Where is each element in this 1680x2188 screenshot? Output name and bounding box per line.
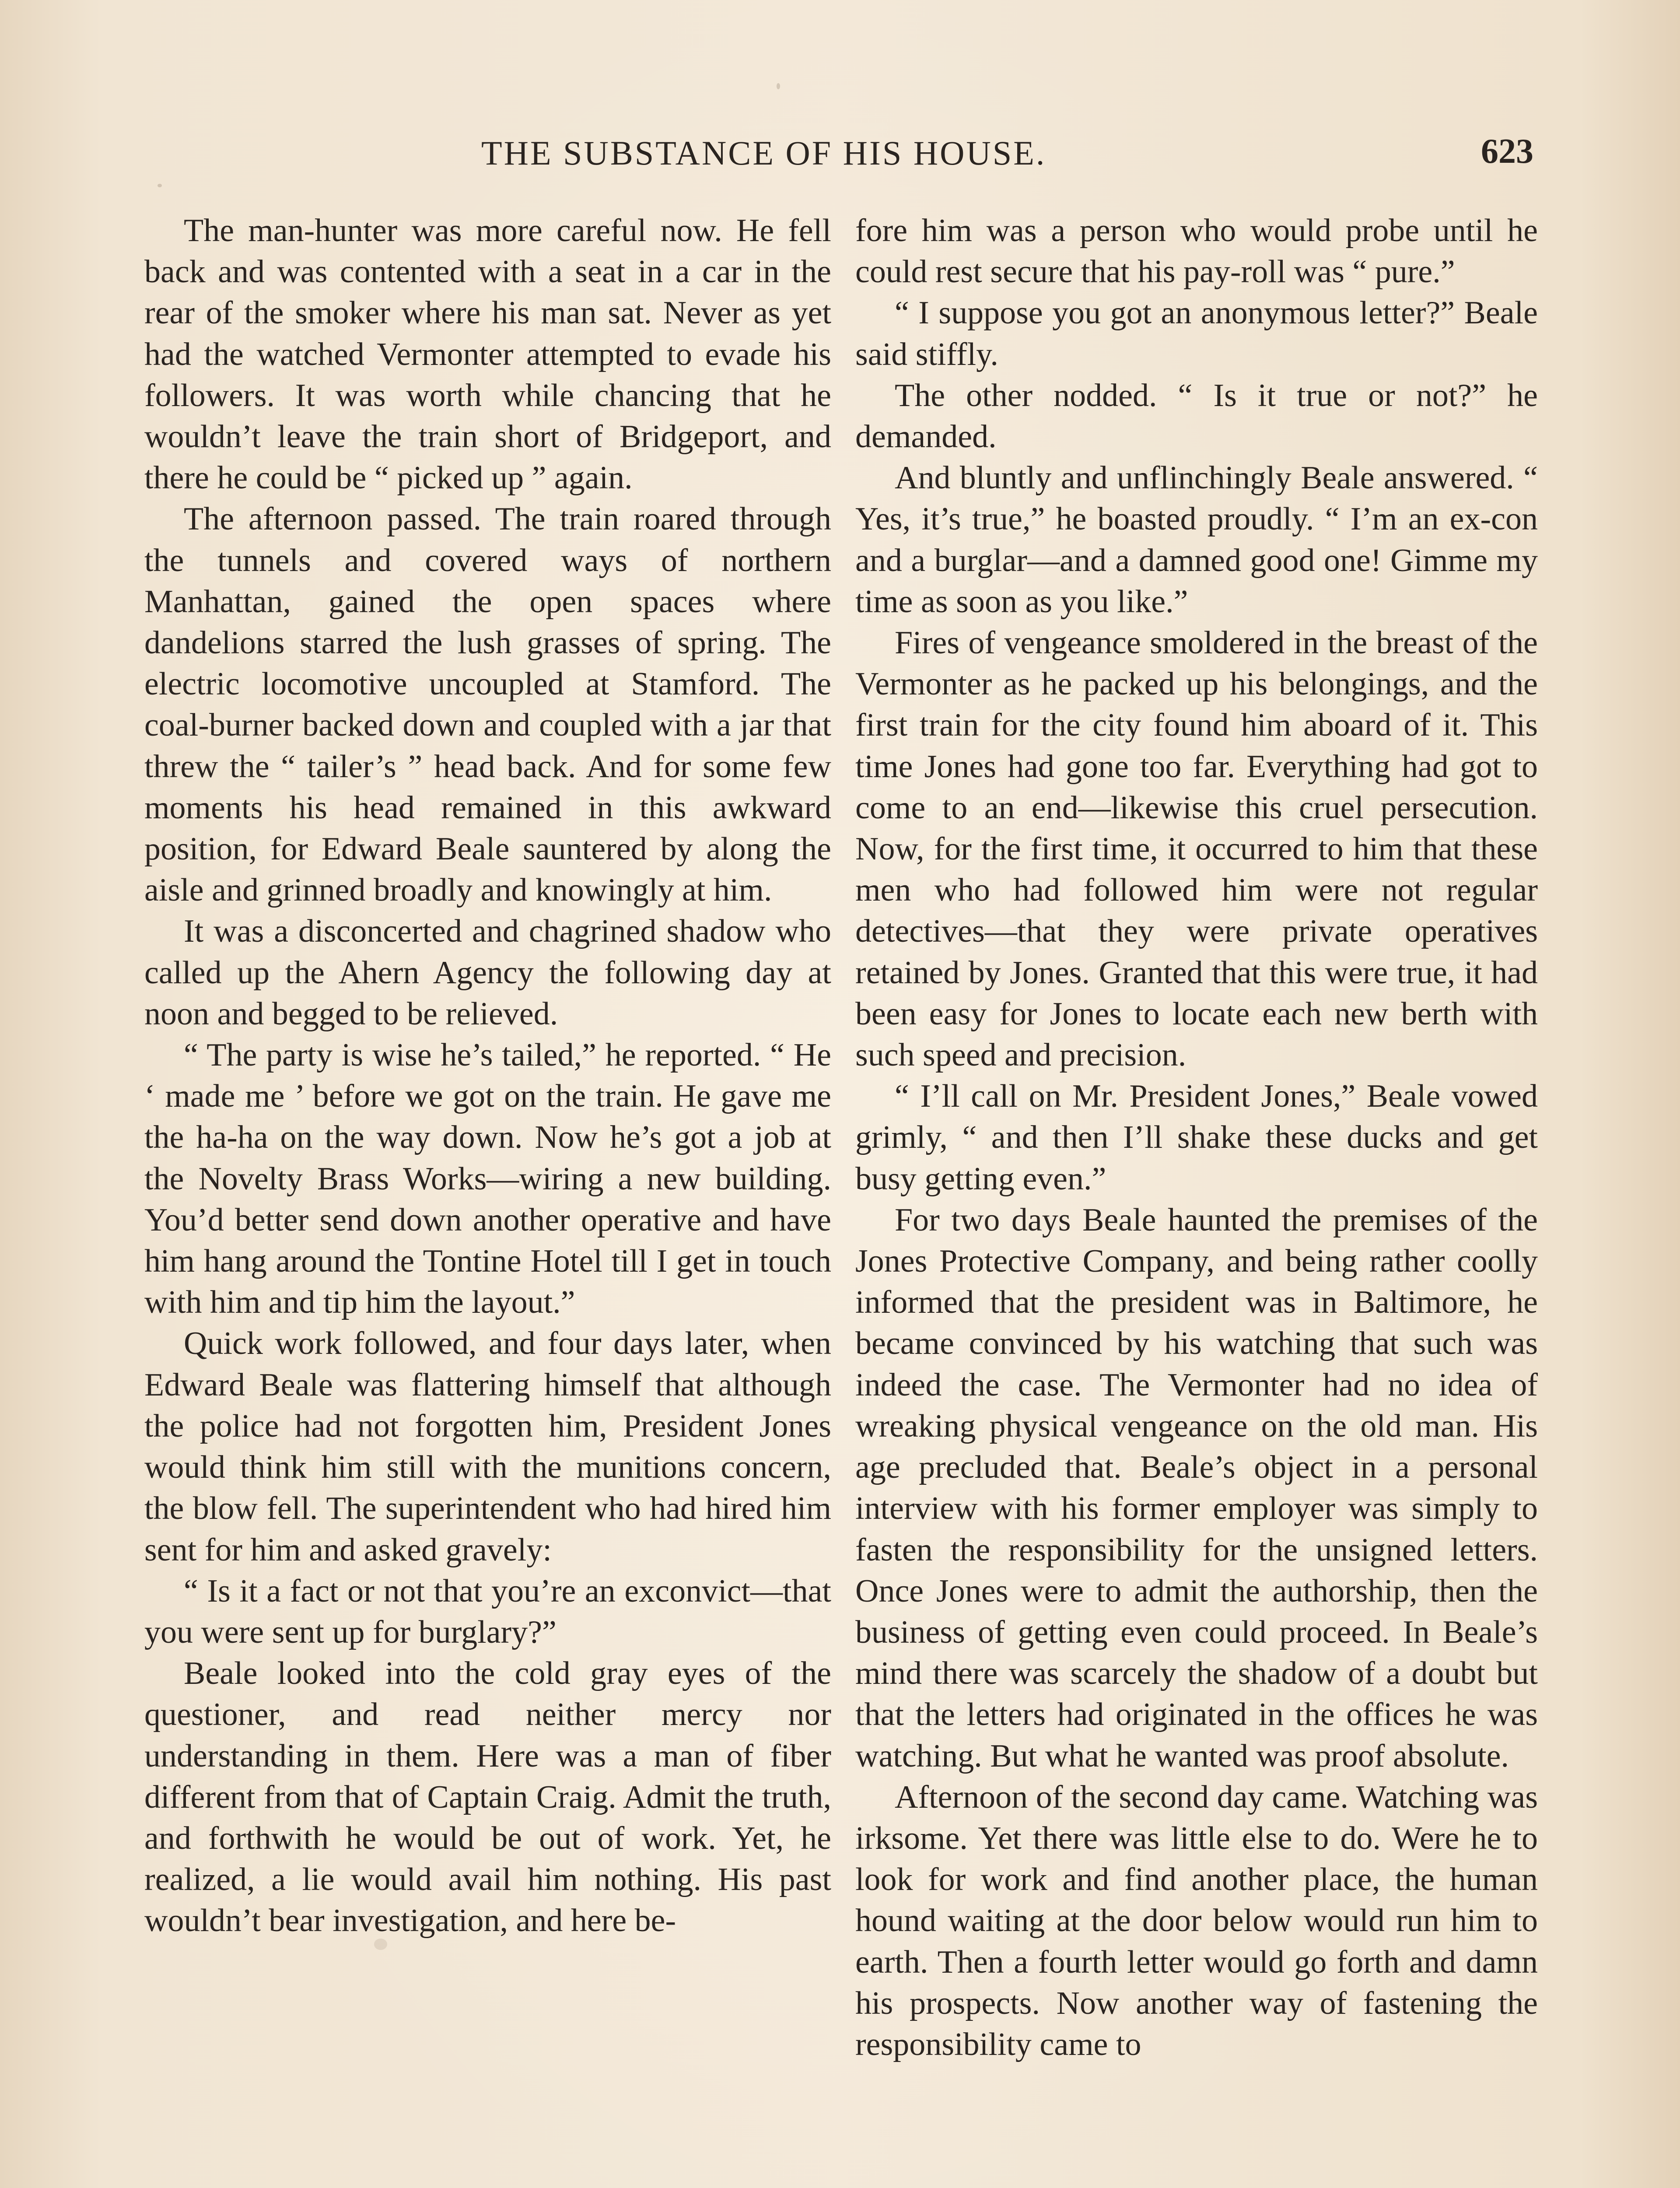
paragraph: Beale looked into the cold gray eyes of the questioner, and read neither mercy nor understanding in them. Here was a man of fiber different from that of Captain Craig. Admit the truth, and forthwith he would be out of work. Yet, he realized, a lie would avail him nothing. His past wouldn’t bear investigation, and here be- (144, 1655, 831, 1939)
page-number: 623 (1481, 132, 1533, 171)
paragraph: “ Is it a fact or not that you’re an exconvict—that you were sent up for burglary?” (144, 1573, 831, 1650)
paragraph: “ I’ll call on Mr. President Jones,” Beale vowed grimly, “ and then I’ll shake these ducks and get busy getting even.” (855, 1078, 1538, 1197)
right-text-column (855, 210, 1538, 2065)
paragraph: And bluntly and unflinchingly Beale answered. “ Yes, it’s true,” he boasted proudly. “ I’m an ex-con and a burglar—and a damned good one! Gimme my time as soon as you like.” (855, 460, 1538, 620)
paragraph: “ I suppose you got an anonymous letter?” Beale said stiffly. (855, 295, 1538, 372)
paragraph: It was a disconcerted and chagrined shadow who called up the Ahern Agency the following day at noon and begged to be relieved. (144, 913, 831, 1032)
paragraph: The man-hunter was more careful now. He fell back and was contented with a seat in a car in the rear of the smoker where his man sat. Never as yet had the watched Vermonter attempted to evade his followers. It was worth while chancing that he wouldn’t leave the train short of Bridgeport, and there he could be “ picked up ” again. (144, 213, 831, 496)
paragraph: Afternoon of the second day came. Watching was irksome. Yet there was little else to do. Were he to look for work and find another place, the human hound waiting at the door below would run him to earth. Then a fourth letter would go forth and damn his prospects. Now another way of fastening the responsibility came to (855, 1779, 1538, 2062)
paragraph: “ The party is wise he’s tailed,” he reported. “ He ‘ made me ’ before we got on the train. He gave me the ha-ha on the way down. Now he’s got a job at the Novelty Brass Works—wiring a new building. You’d better send down another operative and have him hang around the Tontine Hotel till I get in touch with him and tip him the layout.” (144, 1037, 831, 1321)
paragraph: Quick work followed, and four days later, when Edward Beale was flattering himself that although the police had not forgotten him, President Jones would think him still with the munitions concern, the blow fell. The superintendent who had hired him sent for him and asked gravely: (144, 1325, 831, 1568)
paragraph: Fires of vengeance smoldered in the breast of the Vermonter as he packed up his belongings, and the first train for the city found him aboard of it. This time Jones had gone too far. Everything had got to come to an end—likewise this cruel persecution. Now, for the first time, it occurred to him that these men who had followed him were not regular detectives—that they were private operatives retained by Jones. Granted that this were true, it had been easy for Jones to locate each new berth with such speed and precision. (855, 625, 1538, 1073)
paragraph: fore him was a person who would probe until he could rest secure that his pay-roll was “ pure.” (855, 213, 1538, 290)
left-text-column (144, 210, 831, 1942)
running-title: THE SUBSTANCE OF HIS HOUSE. (481, 134, 1046, 172)
paragraph: The afternoon passed. The train roared through the tunnels and covered ways of northern Manhattan, gained the open spaces where dandelions starred the lush grasses of spring. The electric locomotive uncoupled at Stamford. The coal-burner backed down and coupled with a jar that threw the “ tailer’s ” head back. And for some few moments his head remained in this awkward position, for Edward Beale sauntered by along the aisle and grinned broadly and knowingly at him. (144, 501, 831, 908)
paragraph: For two days Beale haunted the premises of the Jones Protective Company, and being rather coolly informed that the president was in Baltimore, he became convinced by his watching that such was indeed the case. The Vermonter had no idea of wreaking physical vengeance on the old man. His age precluded that. Beale’s object in a personal interview with his former employer was simply to fasten the responsibility for the unsigned letters. Once Jones were to admit the authorship, then the business of getting even could proceed. In Beale’s mind there was scarcely the shadow of a doubt but that the letters had originated in the offices he was watching. But what he wanted was proof absolute. (855, 1202, 1538, 1774)
paragraph: The other nodded. “ Is it true or not?” he demanded. (855, 377, 1538, 455)
